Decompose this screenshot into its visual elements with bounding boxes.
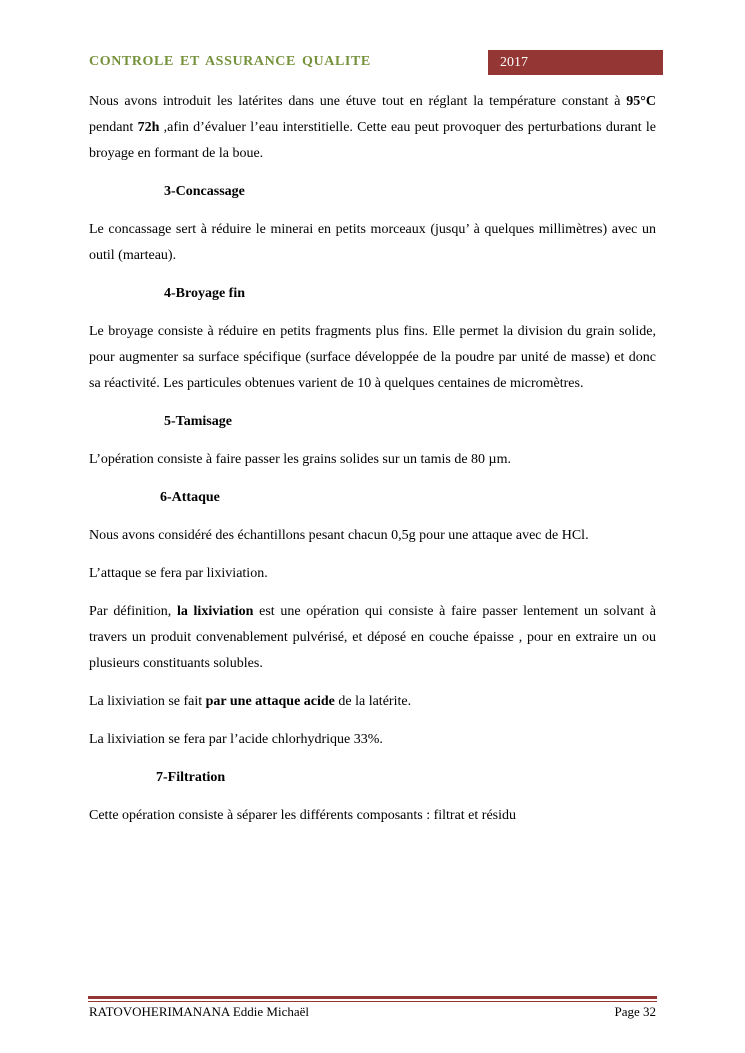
paragraph-tamisage: L’opération consiste à faire passer les grains solides sur un tamis de 80 µm. (89, 452, 512, 467)
section-heading-concassage: 3-Concassage (164, 184, 245, 199)
section-heading-tamisage: 5-Tamisage (164, 414, 232, 429)
footer-page-number: Page 32 (614, 1004, 656, 1019)
paragraph-filtration: Cette opération consiste à séparer les différents composants : filtrat et résidu (89, 808, 516, 823)
page-content (89, 89, 656, 829)
section-heading-filtration: 7-Filtration (156, 770, 226, 785)
paragraph-attaque-lixiviation: L’attaque se fera par lixiviation. (89, 566, 268, 581)
section-heading-attaque: 6-Attaque (160, 490, 220, 505)
paragraph-acide-chlorhydrique: La lixiviation se fera par l’acide chlorhydrique 33%. (89, 732, 383, 747)
paragraph-attaque-echantillons: Nous avons considéré des échantillons pesant chacun 0,5g pour une attaque avec de HCl. (89, 528, 589, 543)
paragraph-lixiviation-acide: La lixiviation se fait par une attaque acide de la latérite. (89, 694, 412, 709)
section-heading-broyage: 4-Broyage fin (164, 286, 246, 301)
footer-rule (88, 996, 657, 999)
paragraph-drying: Nous avons introduit les latérites dans une étuve tout en réglant la température constant à 95°C pendant 72h ,afin d’évaluer l’eau interstitielle. Cette eau peut provoquer des perturbations durant le broyage en formant de la boue. (89, 94, 657, 161)
document-header-year: 2017 (488, 50, 663, 75)
paragraph-broyage: Le broyage consiste à réduire en petits fragments plus fins. Elle permet la division du grain solide, pour augmenter sa surface spécifique (surface développée de la poudre par unité de masse) et donc sa réactivité. Les particules obtenues varient de 10 à quelques centaines de micromètres. (89, 324, 656, 391)
paragraph-definition-lixiviation: Par définition, la lixiviation est une opération qui consiste à faire passer lentement un solvant à travers un produit convenablement pulvérisé, et déposé en couche épaisse , pour en extraire un ou plusieurs constituants solubles. (89, 604, 656, 671)
footer-author: RATOVOHERIMANANA Eddie Michaël (89, 1004, 310, 1019)
footer-rule-thin (88, 1001, 657, 1002)
document-header-title: CONTROLE ET ASSURANCE QUALITE (89, 54, 371, 69)
paragraph-concassage: Le concassage sert à réduire le minerai en petits morceaux (jusqu’ à quelques millimètres) avec un outil (marteau). (89, 222, 656, 263)
